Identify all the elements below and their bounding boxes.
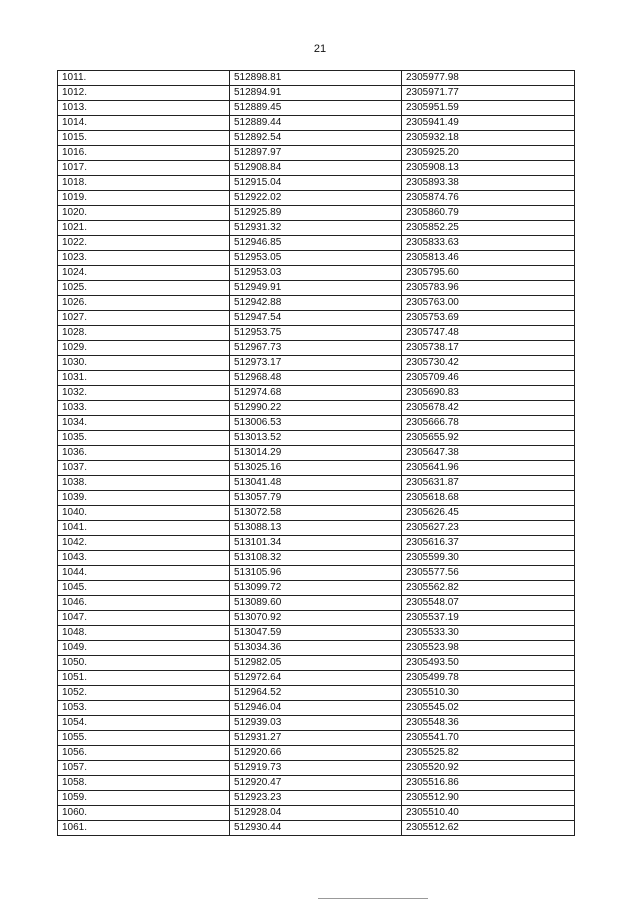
table-row — [58, 791, 575, 806]
point-number-cell: 1029. — [58, 341, 230, 356]
table-row — [58, 746, 575, 761]
y-coordinate-cell: 2305977.98 — [402, 71, 575, 86]
x-coordinate-cell: 513006.53 — [230, 416, 402, 431]
table-row — [58, 206, 575, 221]
table-row — [58, 281, 575, 296]
point-number-cell: 1032. — [58, 386, 230, 401]
x-coordinate-cell: 512920.66 — [230, 746, 402, 761]
table-row — [58, 566, 575, 581]
x-coordinate-cell: 512889.44 — [230, 116, 402, 131]
y-coordinate-cell: 2305908.13 — [402, 161, 575, 176]
table-row — [58, 716, 575, 731]
table-row — [58, 416, 575, 431]
point-number-cell: 1057. — [58, 761, 230, 776]
table-row — [58, 821, 575, 836]
point-number-cell: 1056. — [58, 746, 230, 761]
table-row — [58, 446, 575, 461]
point-number-cell: 1034. — [58, 416, 230, 431]
y-coordinate-cell: 2305852.25 — [402, 221, 575, 236]
point-number-cell: 1014. — [58, 116, 230, 131]
y-coordinate-cell: 2305627.23 — [402, 521, 575, 536]
y-coordinate-cell: 2305548.07 — [402, 596, 575, 611]
y-coordinate-cell: 2305813.46 — [402, 251, 575, 266]
y-coordinate-cell: 2305626.45 — [402, 506, 575, 521]
point-number-cell: 1038. — [58, 476, 230, 491]
x-coordinate-cell: 512908.84 — [230, 161, 402, 176]
point-number-cell: 1018. — [58, 176, 230, 191]
x-coordinate-cell: 512946.85 — [230, 236, 402, 251]
table-row — [58, 596, 575, 611]
y-coordinate-cell: 2305631.87 — [402, 476, 575, 491]
x-coordinate-cell: 512922.02 — [230, 191, 402, 206]
table-row — [58, 146, 575, 161]
y-coordinate-cell: 2305655.92 — [402, 431, 575, 446]
y-coordinate-cell: 2305860.79 — [402, 206, 575, 221]
point-number-cell: 1028. — [58, 326, 230, 341]
coordinates-table-body — [58, 71, 575, 836]
point-number-cell: 1011. — [58, 71, 230, 86]
table-row — [58, 356, 575, 371]
x-coordinate-cell: 513105.96 — [230, 566, 402, 581]
y-coordinate-cell: 2305577.56 — [402, 566, 575, 581]
point-number-cell: 1015. — [58, 131, 230, 146]
x-coordinate-cell: 513025.16 — [230, 461, 402, 476]
table-row — [58, 641, 575, 656]
y-coordinate-cell: 2305499.78 — [402, 671, 575, 686]
x-coordinate-cell: 512923.23 — [230, 791, 402, 806]
y-coordinate-cell: 2305537.19 — [402, 611, 575, 626]
table-row — [58, 476, 575, 491]
y-coordinate-cell: 2305510.40 — [402, 806, 575, 821]
y-coordinate-cell: 2305512.62 — [402, 821, 575, 836]
table-row — [58, 551, 575, 566]
point-number-cell: 1025. — [58, 281, 230, 296]
y-coordinate-cell: 2305893.38 — [402, 176, 575, 191]
y-coordinate-cell: 2305520.92 — [402, 761, 575, 776]
x-coordinate-cell: 513014.29 — [230, 446, 402, 461]
y-coordinate-cell: 2305738.17 — [402, 341, 575, 356]
point-number-cell: 1042. — [58, 536, 230, 551]
point-number-cell: 1024. — [58, 266, 230, 281]
point-number-cell: 1061. — [58, 821, 230, 836]
x-coordinate-cell: 512939.03 — [230, 716, 402, 731]
y-coordinate-cell: 2305971.77 — [402, 86, 575, 101]
point-number-cell: 1036. — [58, 446, 230, 461]
y-coordinate-cell: 2305618.68 — [402, 491, 575, 506]
point-number-cell: 1030. — [58, 356, 230, 371]
x-coordinate-cell: 512919.73 — [230, 761, 402, 776]
x-coordinate-cell: 512990.22 — [230, 401, 402, 416]
y-coordinate-cell: 2305516.86 — [402, 776, 575, 791]
table-row — [58, 611, 575, 626]
table-row — [58, 101, 575, 116]
table-row — [58, 296, 575, 311]
y-coordinate-cell: 2305647.38 — [402, 446, 575, 461]
point-number-cell: 1037. — [58, 461, 230, 476]
y-coordinate-cell: 2305763.00 — [402, 296, 575, 311]
table-row — [58, 581, 575, 596]
x-coordinate-cell: 512947.54 — [230, 311, 402, 326]
table-row — [58, 701, 575, 716]
y-coordinate-cell: 2305562.82 — [402, 581, 575, 596]
x-coordinate-cell: 512931.32 — [230, 221, 402, 236]
point-number-cell: 1031. — [58, 371, 230, 386]
point-number-cell: 1023. — [58, 251, 230, 266]
point-number-cell: 1027. — [58, 311, 230, 326]
x-coordinate-cell: 512953.05 — [230, 251, 402, 266]
x-coordinate-cell: 512964.52 — [230, 686, 402, 701]
point-number-cell: 1013. — [58, 101, 230, 116]
table-row — [58, 806, 575, 821]
point-number-cell: 1051. — [58, 671, 230, 686]
table-row — [58, 731, 575, 746]
table-row — [58, 461, 575, 476]
x-coordinate-cell: 512949.91 — [230, 281, 402, 296]
y-coordinate-cell: 2305599.30 — [402, 551, 575, 566]
table-row — [58, 236, 575, 251]
table-row — [58, 161, 575, 176]
x-coordinate-cell: 512915.04 — [230, 176, 402, 191]
point-number-cell: 1012. — [58, 86, 230, 101]
point-number-cell: 1053. — [58, 701, 230, 716]
table-row — [58, 671, 575, 686]
point-number-cell: 1059. — [58, 791, 230, 806]
x-coordinate-cell: 513041.48 — [230, 476, 402, 491]
point-number-cell: 1016. — [58, 146, 230, 161]
x-coordinate-cell: 512892.54 — [230, 131, 402, 146]
point-number-cell: 1019. — [58, 191, 230, 206]
table-row — [58, 626, 575, 641]
y-coordinate-cell: 2305925.20 — [402, 146, 575, 161]
x-coordinate-cell: 512928.04 — [230, 806, 402, 821]
point-number-cell: 1039. — [58, 491, 230, 506]
y-coordinate-cell: 2305678.42 — [402, 401, 575, 416]
y-coordinate-cell: 2305795.60 — [402, 266, 575, 281]
y-coordinate-cell: 2305833.63 — [402, 236, 575, 251]
table-row — [58, 371, 575, 386]
x-coordinate-cell: 512953.03 — [230, 266, 402, 281]
table-row — [58, 401, 575, 416]
point-number-cell: 1022. — [58, 236, 230, 251]
table-row — [58, 311, 575, 326]
table-row — [58, 506, 575, 521]
y-coordinate-cell: 2305533.30 — [402, 626, 575, 641]
point-number-cell: 1035. — [58, 431, 230, 446]
x-coordinate-cell: 512967.73 — [230, 341, 402, 356]
y-coordinate-cell: 2305545.02 — [402, 701, 575, 716]
point-number-cell: 1020. — [58, 206, 230, 221]
point-number-cell: 1017. — [58, 161, 230, 176]
table-row — [58, 761, 575, 776]
x-coordinate-cell: 512974.68 — [230, 386, 402, 401]
table-row — [58, 326, 575, 341]
y-coordinate-cell: 2305548.36 — [402, 716, 575, 731]
table-row — [58, 521, 575, 536]
x-coordinate-cell: 512968.48 — [230, 371, 402, 386]
scan-edge-line — [318, 898, 428, 899]
y-coordinate-cell: 2305951.59 — [402, 101, 575, 116]
table-row — [58, 266, 575, 281]
point-number-cell: 1052. — [58, 686, 230, 701]
y-coordinate-cell: 2305616.37 — [402, 536, 575, 551]
y-coordinate-cell: 2305690.83 — [402, 386, 575, 401]
table-row — [58, 341, 575, 356]
table-row — [58, 221, 575, 236]
page-number: 21 — [313, 43, 327, 55]
table-row — [58, 536, 575, 551]
y-coordinate-cell: 2305541.70 — [402, 731, 575, 746]
table-row — [58, 686, 575, 701]
point-number-cell: 1047. — [58, 611, 230, 626]
x-coordinate-cell: 513034.36 — [230, 641, 402, 656]
y-coordinate-cell: 2305525.82 — [402, 746, 575, 761]
point-number-cell: 1026. — [58, 296, 230, 311]
y-coordinate-cell: 2305941.49 — [402, 116, 575, 131]
table-row — [58, 491, 575, 506]
x-coordinate-cell: 513072.58 — [230, 506, 402, 521]
y-coordinate-cell: 2305512.90 — [402, 791, 575, 806]
point-number-cell: 1048. — [58, 626, 230, 641]
point-number-cell: 1060. — [58, 806, 230, 821]
x-coordinate-cell: 512973.17 — [230, 356, 402, 371]
x-coordinate-cell: 513013.52 — [230, 431, 402, 446]
x-coordinate-cell: 512953.75 — [230, 326, 402, 341]
y-coordinate-cell: 2305932.18 — [402, 131, 575, 146]
point-number-cell: 1043. — [58, 551, 230, 566]
table-row — [58, 191, 575, 206]
x-coordinate-cell: 512931.27 — [230, 731, 402, 746]
coordinates-table — [57, 70, 575, 836]
point-number-cell: 1058. — [58, 776, 230, 791]
y-coordinate-cell: 2305709.46 — [402, 371, 575, 386]
x-coordinate-cell: 513108.32 — [230, 551, 402, 566]
x-coordinate-cell: 512972.64 — [230, 671, 402, 686]
table-row — [58, 131, 575, 146]
x-coordinate-cell: 512925.89 — [230, 206, 402, 221]
x-coordinate-cell: 512889.45 — [230, 101, 402, 116]
x-coordinate-cell: 512897.97 — [230, 146, 402, 161]
point-number-cell: 1054. — [58, 716, 230, 731]
x-coordinate-cell: 513088.13 — [230, 521, 402, 536]
x-coordinate-cell: 513057.79 — [230, 491, 402, 506]
table-row — [58, 656, 575, 671]
x-coordinate-cell: 513070.92 — [230, 611, 402, 626]
x-coordinate-cell: 512920.47 — [230, 776, 402, 791]
table-row — [58, 776, 575, 791]
table-row — [58, 116, 575, 131]
x-coordinate-cell: 513047.59 — [230, 626, 402, 641]
point-number-cell: 1044. — [58, 566, 230, 581]
x-coordinate-cell: 512946.04 — [230, 701, 402, 716]
point-number-cell: 1055. — [58, 731, 230, 746]
y-coordinate-cell: 2305783.96 — [402, 281, 575, 296]
x-coordinate-cell: 512930.44 — [230, 821, 402, 836]
y-coordinate-cell: 2305753.69 — [402, 311, 575, 326]
table-row — [58, 71, 575, 86]
y-coordinate-cell: 2305730.42 — [402, 356, 575, 371]
y-coordinate-cell: 2305641.96 — [402, 461, 575, 476]
y-coordinate-cell: 2305510.30 — [402, 686, 575, 701]
x-coordinate-cell: 513099.72 — [230, 581, 402, 596]
table-row — [58, 86, 575, 101]
y-coordinate-cell: 2305874.76 — [402, 191, 575, 206]
y-coordinate-cell: 2305493.50 — [402, 656, 575, 671]
point-number-cell: 1046. — [58, 596, 230, 611]
table-row — [58, 251, 575, 266]
point-number-cell: 1033. — [58, 401, 230, 416]
x-coordinate-cell: 512894.91 — [230, 86, 402, 101]
x-coordinate-cell: 513101.34 — [230, 536, 402, 551]
point-number-cell: 1049. — [58, 641, 230, 656]
y-coordinate-cell: 2305523.98 — [402, 641, 575, 656]
table-row — [58, 431, 575, 446]
y-coordinate-cell: 2305666.78 — [402, 416, 575, 431]
point-number-cell: 1045. — [58, 581, 230, 596]
table-row — [58, 176, 575, 191]
point-number-cell: 1040. — [58, 506, 230, 521]
x-coordinate-cell: 512898.81 — [230, 71, 402, 86]
x-coordinate-cell: 512982.05 — [230, 656, 402, 671]
x-coordinate-cell: 512942.88 — [230, 296, 402, 311]
x-coordinate-cell: 513089.60 — [230, 596, 402, 611]
point-number-cell: 1021. — [58, 221, 230, 236]
point-number-cell: 1050. — [58, 656, 230, 671]
y-coordinate-cell: 2305747.48 — [402, 326, 575, 341]
table-row — [58, 386, 575, 401]
point-number-cell: 1041. — [58, 521, 230, 536]
